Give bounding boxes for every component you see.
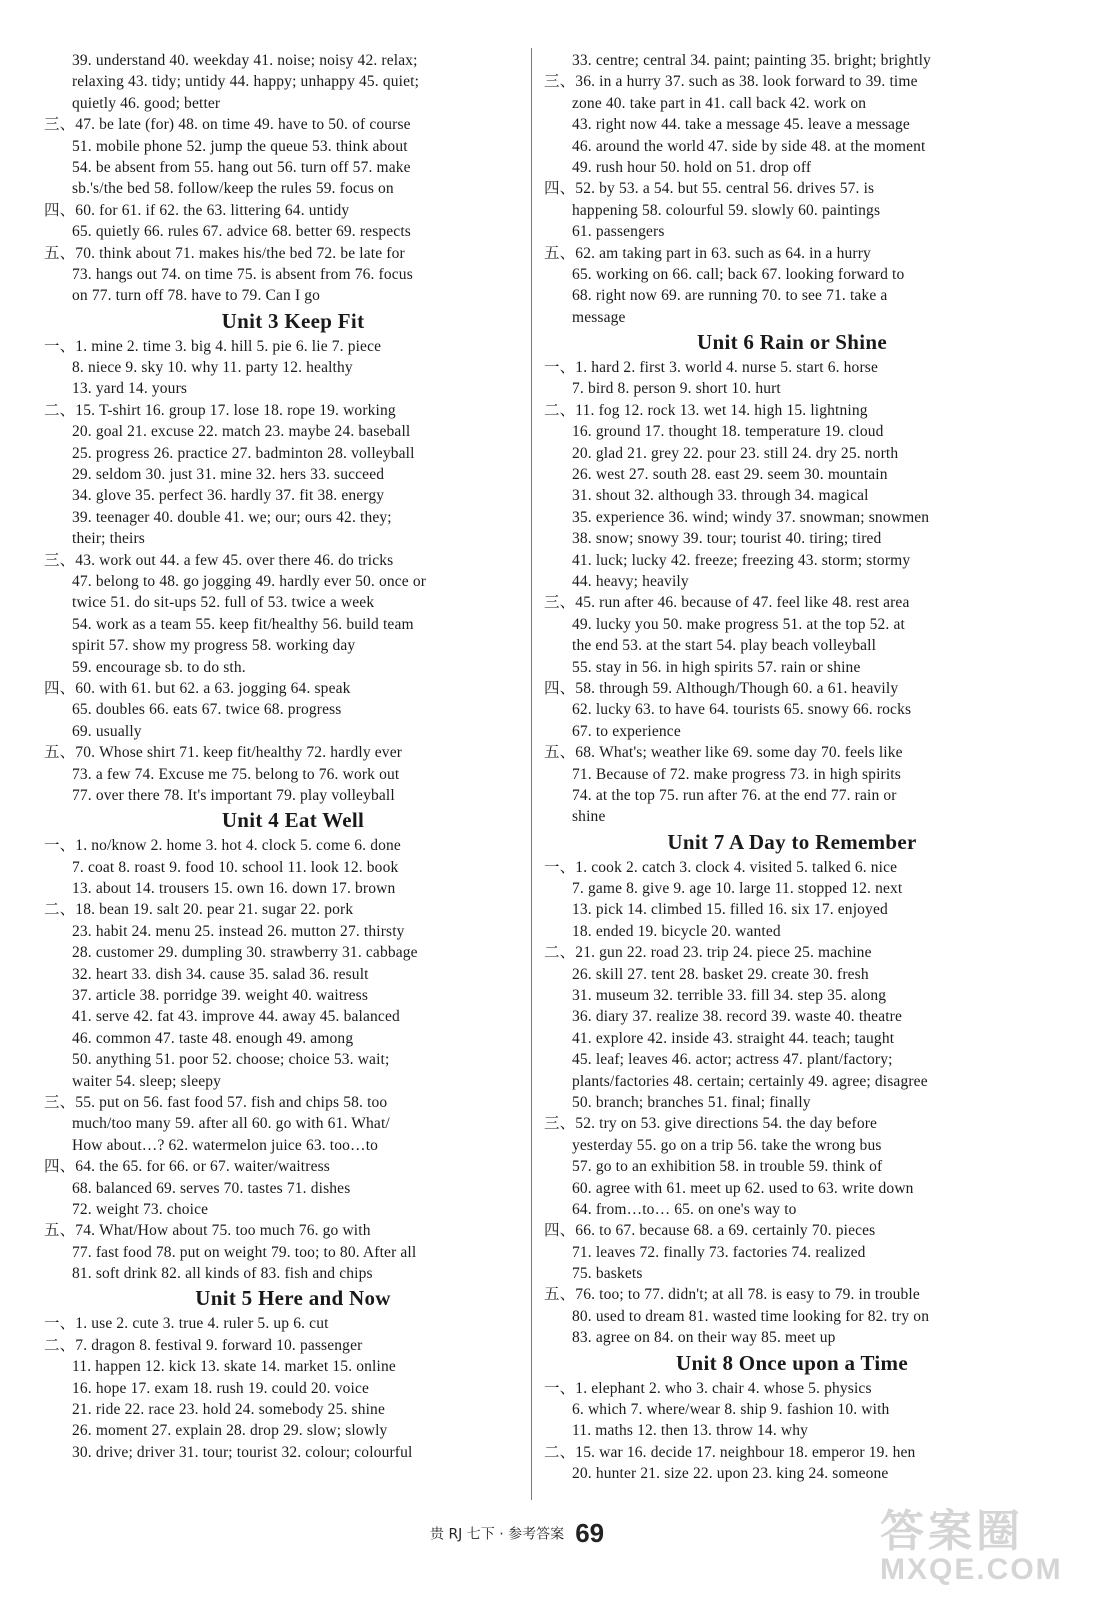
answer-line: twice 51. do sit-ups 52. full of 53. twice a week [72, 594, 375, 612]
answer-line: 49. rush hour 50. hold on 51. drop off [572, 158, 812, 176]
answer-line: 25. progress 26. practice 27. badminton 28. volleyball [72, 444, 415, 462]
answer-line: 7. game 8. give 9. age 10. large 11. stopped 12. next [572, 880, 903, 898]
section-start-line: 五、70. Whose shirt 71. keep fit/healthy 72. hardly ever [44, 744, 403, 762]
answer-line: 77. fast food 78. put on weight 79. too; to 80. After all [72, 1243, 417, 1261]
answer-line: 26. moment 27. explain 28. drop 29. slow; slowly [72, 1422, 388, 1440]
answer-line: 68. right now 69. are running 70. to see 71. take a [572, 287, 888, 305]
answer-line: 33. centre; central 34. paint; painting 35. bright; brightly [572, 52, 931, 69]
section-start-line: 四、60. for 61. if 62. the 63. littering 64. untidy [44, 201, 350, 219]
answer-line: 55. stay in 56. in high spirits 57. rain or shine [572, 658, 861, 676]
section-start-line: 一、1. hard 2. first 3. world 4. nurse 5. start 6. horse [544, 359, 878, 377]
section-start-line: 三、36. in a hurry 37. such as 38. look forward to 39. time [544, 73, 918, 91]
answer-line: 74. at the top 75. run after 76. at the end 77. rain or [572, 786, 897, 804]
answer-line: shine [572, 808, 606, 826]
section-start-line: 一、1. elephant 2. who 3. chair 4. whose 5. physics [544, 1379, 872, 1397]
answer-line: much/too many 59. after all 60. go with 61. What/ [72, 1115, 390, 1133]
section-start-line: 二、15. T-shirt 16. group 17. lose 18. rope 19. working [44, 401, 396, 419]
answer-line: 59. encourage sb. to do sth. [72, 658, 246, 676]
answer-line: 83. agree on 84. on their way 85. meet up [572, 1329, 836, 1347]
answer-line: 20. goal 21. excuse 22. match 23. maybe 24. baseball [72, 423, 411, 441]
unit-heading: Unit 5 Here and Now [195, 1286, 391, 1311]
unit-heading: Unit 7 A Day to Remember [667, 829, 917, 854]
answer-line: 80. used to dream 81. wasted time looking for 82. try on [572, 1307, 930, 1325]
answer-line: 39. understand 40. weekday 41. noise; noisy 42. relax; [72, 52, 418, 69]
answer-line: 60. agree with 61. meet up 62. used to 63. write down [572, 1179, 914, 1197]
answer-line: 26. west 27. south 28. east 29. seem 30. mountain [572, 466, 888, 484]
section-start-line: 四、64. the 65. for 66. or 67. waiter/waitress [44, 1158, 330, 1176]
answer-line: 18. ended 19. bicycle 20. wanted [572, 922, 781, 940]
section-start-line: 五、74. What/How about 75. too much 76. go with [44, 1222, 371, 1240]
answer-line: 13. about 14. trousers 15. own 16. down 17. brown [72, 880, 396, 898]
answer-line: 75. baskets [572, 1265, 643, 1283]
answer-line: their; theirs [72, 530, 145, 548]
answer-line: 57. go to an exhibition 58. in trouble 59. think of [572, 1158, 883, 1176]
section-start-line: 五、62. am taking part in 63. such as 64. in a hurry [544, 244, 871, 262]
answer-line: message [572, 308, 626, 326]
page-number: 69 [575, 1518, 605, 1548]
answer-line: 44. heavy; heavily [572, 572, 689, 590]
answer-line: 46. around the world 47. side by side 48. at the moment [572, 137, 926, 155]
answer-line: 16. ground 17. thought 18. temperature 19. cloud [572, 423, 884, 441]
section-start-line: 二、21. gun 22. road 23. trip 24. piece 25. machine [544, 944, 872, 962]
answer-line: 31. museum 32. terrible 33. fill 34. step 35. along [572, 987, 887, 1005]
answer-line: 11. maths 12. then 13. throw 14. why [572, 1422, 809, 1440]
answer-line: plants/factories 48. certain; certainly 49. agree; disagree [572, 1072, 928, 1090]
section-start-line: 三、43. work out 44. a few 45. over there 46. do tricks [44, 551, 394, 569]
answer-line: 41. luck; lucky 42. freeze; freezing 43. storm; stormy [572, 551, 911, 569]
answer-line: sb.'s/the bed 58. follow/keep the rules 59. focus on [72, 180, 394, 198]
answer-line: 21. ride 22. race 23. hold 24. somebody 25. shine [72, 1401, 385, 1419]
answer-line: 7. coat 8. roast 9. food 10. school 11. look 12. book [72, 858, 399, 876]
watermark-top: 答案圈 [880, 1506, 1024, 1557]
answer-line: 23. habit 24. menu 25. instead 26. mutton 27. thirsty [72, 922, 405, 940]
answer-line: 71. Because of 72. make progress 73. in high spirits [572, 765, 901, 783]
column-divider [531, 48, 532, 1500]
answer-line: 20. glad 21. grey 22. pour 23. still 24. dry 25. north [572, 444, 899, 462]
section-start-line: 一、1. no/know 2. home 3. hot 4. clock 5. come 6. done [44, 837, 401, 855]
answer-line: happening 58. colourful 59. slowly 60. paintings [572, 201, 881, 219]
unit-heading: Unit 4 Eat Well [221, 808, 365, 833]
answer-line: 41. explore 42. inside 43. straight 44. teach; taught [572, 1029, 895, 1047]
section-start-line: 四、66. to 67. because 68. a 69. certainly 70. pieces [544, 1222, 876, 1240]
answer-line: 81. soft drink 82. all kinds of 83. fish and chips [72, 1265, 373, 1283]
answer-line: 13. yard 14. yours [72, 380, 188, 398]
watermark-bottom: MXQE.COM [880, 1553, 1063, 1586]
page-footer [430, 1518, 604, 1549]
section-start-line: 三、45. run after 46. because of 47. feel like 48. rest area [544, 594, 910, 612]
answer-line: on 77. turn off 78. have to 79. Can I go [72, 287, 321, 305]
answer-line: 37. article 38. porridge 39. weight 40. waitress [72, 987, 369, 1005]
answer-line: 49. lucky you 50. make progress 51. at the top 52. at [572, 615, 905, 633]
answer-line: 30. drive; driver 31. tour; tourist 32. colour; colourful [72, 1443, 413, 1461]
answer-line: 43. right now 44. take a message 45. leave a message [572, 116, 910, 134]
section-start-line: 二、15. war 16. decide 17. neighbour 18. emperor 19. hen [544, 1443, 916, 1461]
answer-line: relaxing 43. tidy; untidy 44. happy; unhappy 45. quiet; [72, 73, 420, 91]
section-start-line: 四、58. through 59. Although/Though 60. a 61. heavily [544, 679, 899, 697]
watermark-logo [880, 1495, 1090, 1595]
answer-line: zone 40. take part in 41. call back 42. work on [572, 94, 867, 112]
section-start-line: 二、11. fog 12. rock 13. wet 14. high 15. lightning [544, 401, 868, 419]
answer-line: 61. passengers [572, 223, 665, 241]
answer-line: 65. doubles 66. eats 67. twice 68. progress [72, 701, 342, 719]
section-start-line: 一、1. mine 2. time 3. big 4. hill 5. pie 6. lie 7. piece [44, 337, 382, 355]
answer-line: 73. hangs out 74. on time 75. is absent from 76. focus [72, 265, 413, 283]
answer-line: 45. leaf; leaves 46. actor; actress 47. plant/factory; [572, 1051, 893, 1069]
answer-line: the end 53. at the start 54. play beach volleyball [572, 637, 877, 655]
answer-line: 31. shout 32. although 33. through 34. magical [572, 487, 869, 505]
section-start-line: 二、7. dragon 8. festival 9. forward 10. passenger [44, 1336, 363, 1354]
answer-line: 68. balanced 69. serves 70. tastes 71. dishes [72, 1179, 351, 1197]
answer-line: 65. working on 66. call; back 67. looking forward to [572, 265, 905, 283]
answer-line: 34. glove 35. perfect 36. hardly 37. fit 38. energy [72, 487, 385, 505]
answer-line: waiter 54. sleep; sleepy [72, 1072, 222, 1090]
answer-line: 28. customer 29. dumpling 30. strawberry 31. cabbage [72, 944, 418, 962]
section-start-line: 三、47. be late (for) 48. on time 49. have to 50. of course [44, 116, 411, 134]
section-start-line: 五、70. think about 71. makes his/the bed 72. be late for [44, 244, 405, 262]
section-start-line: 四、60. with 61. but 62. a 63. jogging 64. speak [44, 679, 351, 697]
answer-line: 77. over there 78. It's important 79. play volleyball [72, 786, 395, 804]
answer-line: 46. common 47. taste 48. enough 49. among [72, 1029, 354, 1047]
unit-heading: Unit 8 Once upon a Time [676, 1350, 908, 1375]
answer-line: 72. weight 73. choice [72, 1200, 209, 1218]
answer-line: 16. hope 17. exam 18. rush 19. could 20. voice [72, 1379, 370, 1397]
answer-line: 73. a few 74. Excuse me 75. belong to 76. work out [72, 765, 400, 783]
section-start-line: 五、76. too; to 77. didn't; at all 78. is easy to 79. in trouble [544, 1286, 920, 1304]
answer-line: 26. skill 27. tent 28. basket 29. create 30. fresh [572, 965, 869, 983]
answer-line: 6. which 7. where/wear 8. ship 9. fashion 10. with [572, 1401, 890, 1419]
answer-line: 38. snow; snowy 39. tour; tourist 40. tiring; tired [572, 530, 882, 548]
answer-line: 71. leaves 72. finally 73. factories 74. realized [572, 1243, 866, 1261]
answer-line: 11. happen 12. kick 13. skate 14. market 15. online [72, 1358, 396, 1376]
answer-line: 13. pick 14. climbed 15. filled 16. six 17. enjoyed [572, 901, 888, 919]
answer-line: quietly 46. good; better [72, 94, 221, 112]
answer-line: spirit 57. show my progress 58. working day [72, 637, 356, 655]
answer-line: 7. bird 8. person 9. short 10. hurt [572, 380, 781, 398]
section-start-line: 三、52. try on 53. give directions 54. the day before [544, 1115, 878, 1133]
answer-line: 69. usually [72, 722, 142, 740]
answer-line: 47. belong to 48. go jogging 49. hardly ever 50. once or [72, 572, 427, 590]
section-start-line: 二、18. bean 19. salt 20. pear 21. sugar 22. pork [44, 901, 354, 919]
answer-line: 54. be absent from 55. hang out 56. turn off 57. make [72, 158, 411, 176]
answer-line: 67. to experience [572, 722, 681, 740]
section-start-line: 一、1. cook 2. catch 3. clock 4. visited 5. talked 6. nice [544, 858, 898, 876]
answer-line: yesterday 55. go on a trip 56. take the wrong bus [572, 1136, 882, 1154]
section-start-line: 三、55. put on 56. fast food 57. fish and chips 58. too [44, 1093, 388, 1111]
answer-line: 65. quietly 66. rules 67. advice 68. better 69. respects [72, 223, 411, 241]
left-column [44, 50, 514, 1463]
answer-line: 54. work as a team 55. keep fit/healthy 56. build team [72, 615, 414, 633]
unit-heading: Unit 3 Keep Fit [221, 308, 365, 333]
answer-line: 36. diary 37. realize 38. record 39. waste 40. theatre [572, 1008, 903, 1026]
footer-label: 贵 RJ 七下 · 参考答案 [430, 1526, 565, 1543]
answer-line: 50. branch; branches 51. final; finally [572, 1093, 811, 1111]
answer-line: 62. lucky 63. to have 64. tourists 65. snowy 66. rocks [572, 701, 912, 719]
answer-line: 64. from…to… 65. on one's way to [572, 1200, 797, 1218]
section-start-line: 五、68. What's; weather like 69. some day 70. feels like [544, 744, 903, 762]
section-start-line: 四、52. by 53. a 54. but 55. central 56. drives 57. is [544, 180, 875, 198]
answer-line: 20. hunter 21. size 22. upon 23. king 24. someone [572, 1465, 889, 1483]
answer-line: 41. serve 42. fat 43. improve 44. away 45. balanced [72, 1008, 400, 1026]
section-start-line: 一、1. use 2. cute 3. true 4. ruler 5. up 6. cut [44, 1315, 329, 1333]
answer-line: 8. niece 9. sky 10. why 11. party 12. healthy [72, 359, 353, 377]
answer-line: 50. anything 51. poor 52. choose; choice 53. wait; [72, 1051, 390, 1069]
answer-line: 35. experience 36. wind; windy 37. snowman; snowmen [572, 508, 930, 526]
right-column [544, 50, 1012, 1485]
answer-line: 51. mobile phone 52. jump the queue 53. think about [72, 137, 408, 155]
answer-line: 29. seldom 30. just 31. mine 32. hers 33. succeed [72, 466, 385, 484]
unit-heading: Unit 6 Rain or Shine [697, 330, 887, 355]
answer-line: 39. teenager 40. double 41. we; our; ours 42. they; [72, 508, 392, 526]
answer-line: How about…? 62. watermelon juice 63. too…to [72, 1136, 379, 1154]
answer-line: 32. heart 33. dish 34. cause 35. salad 36. result [72, 965, 369, 983]
